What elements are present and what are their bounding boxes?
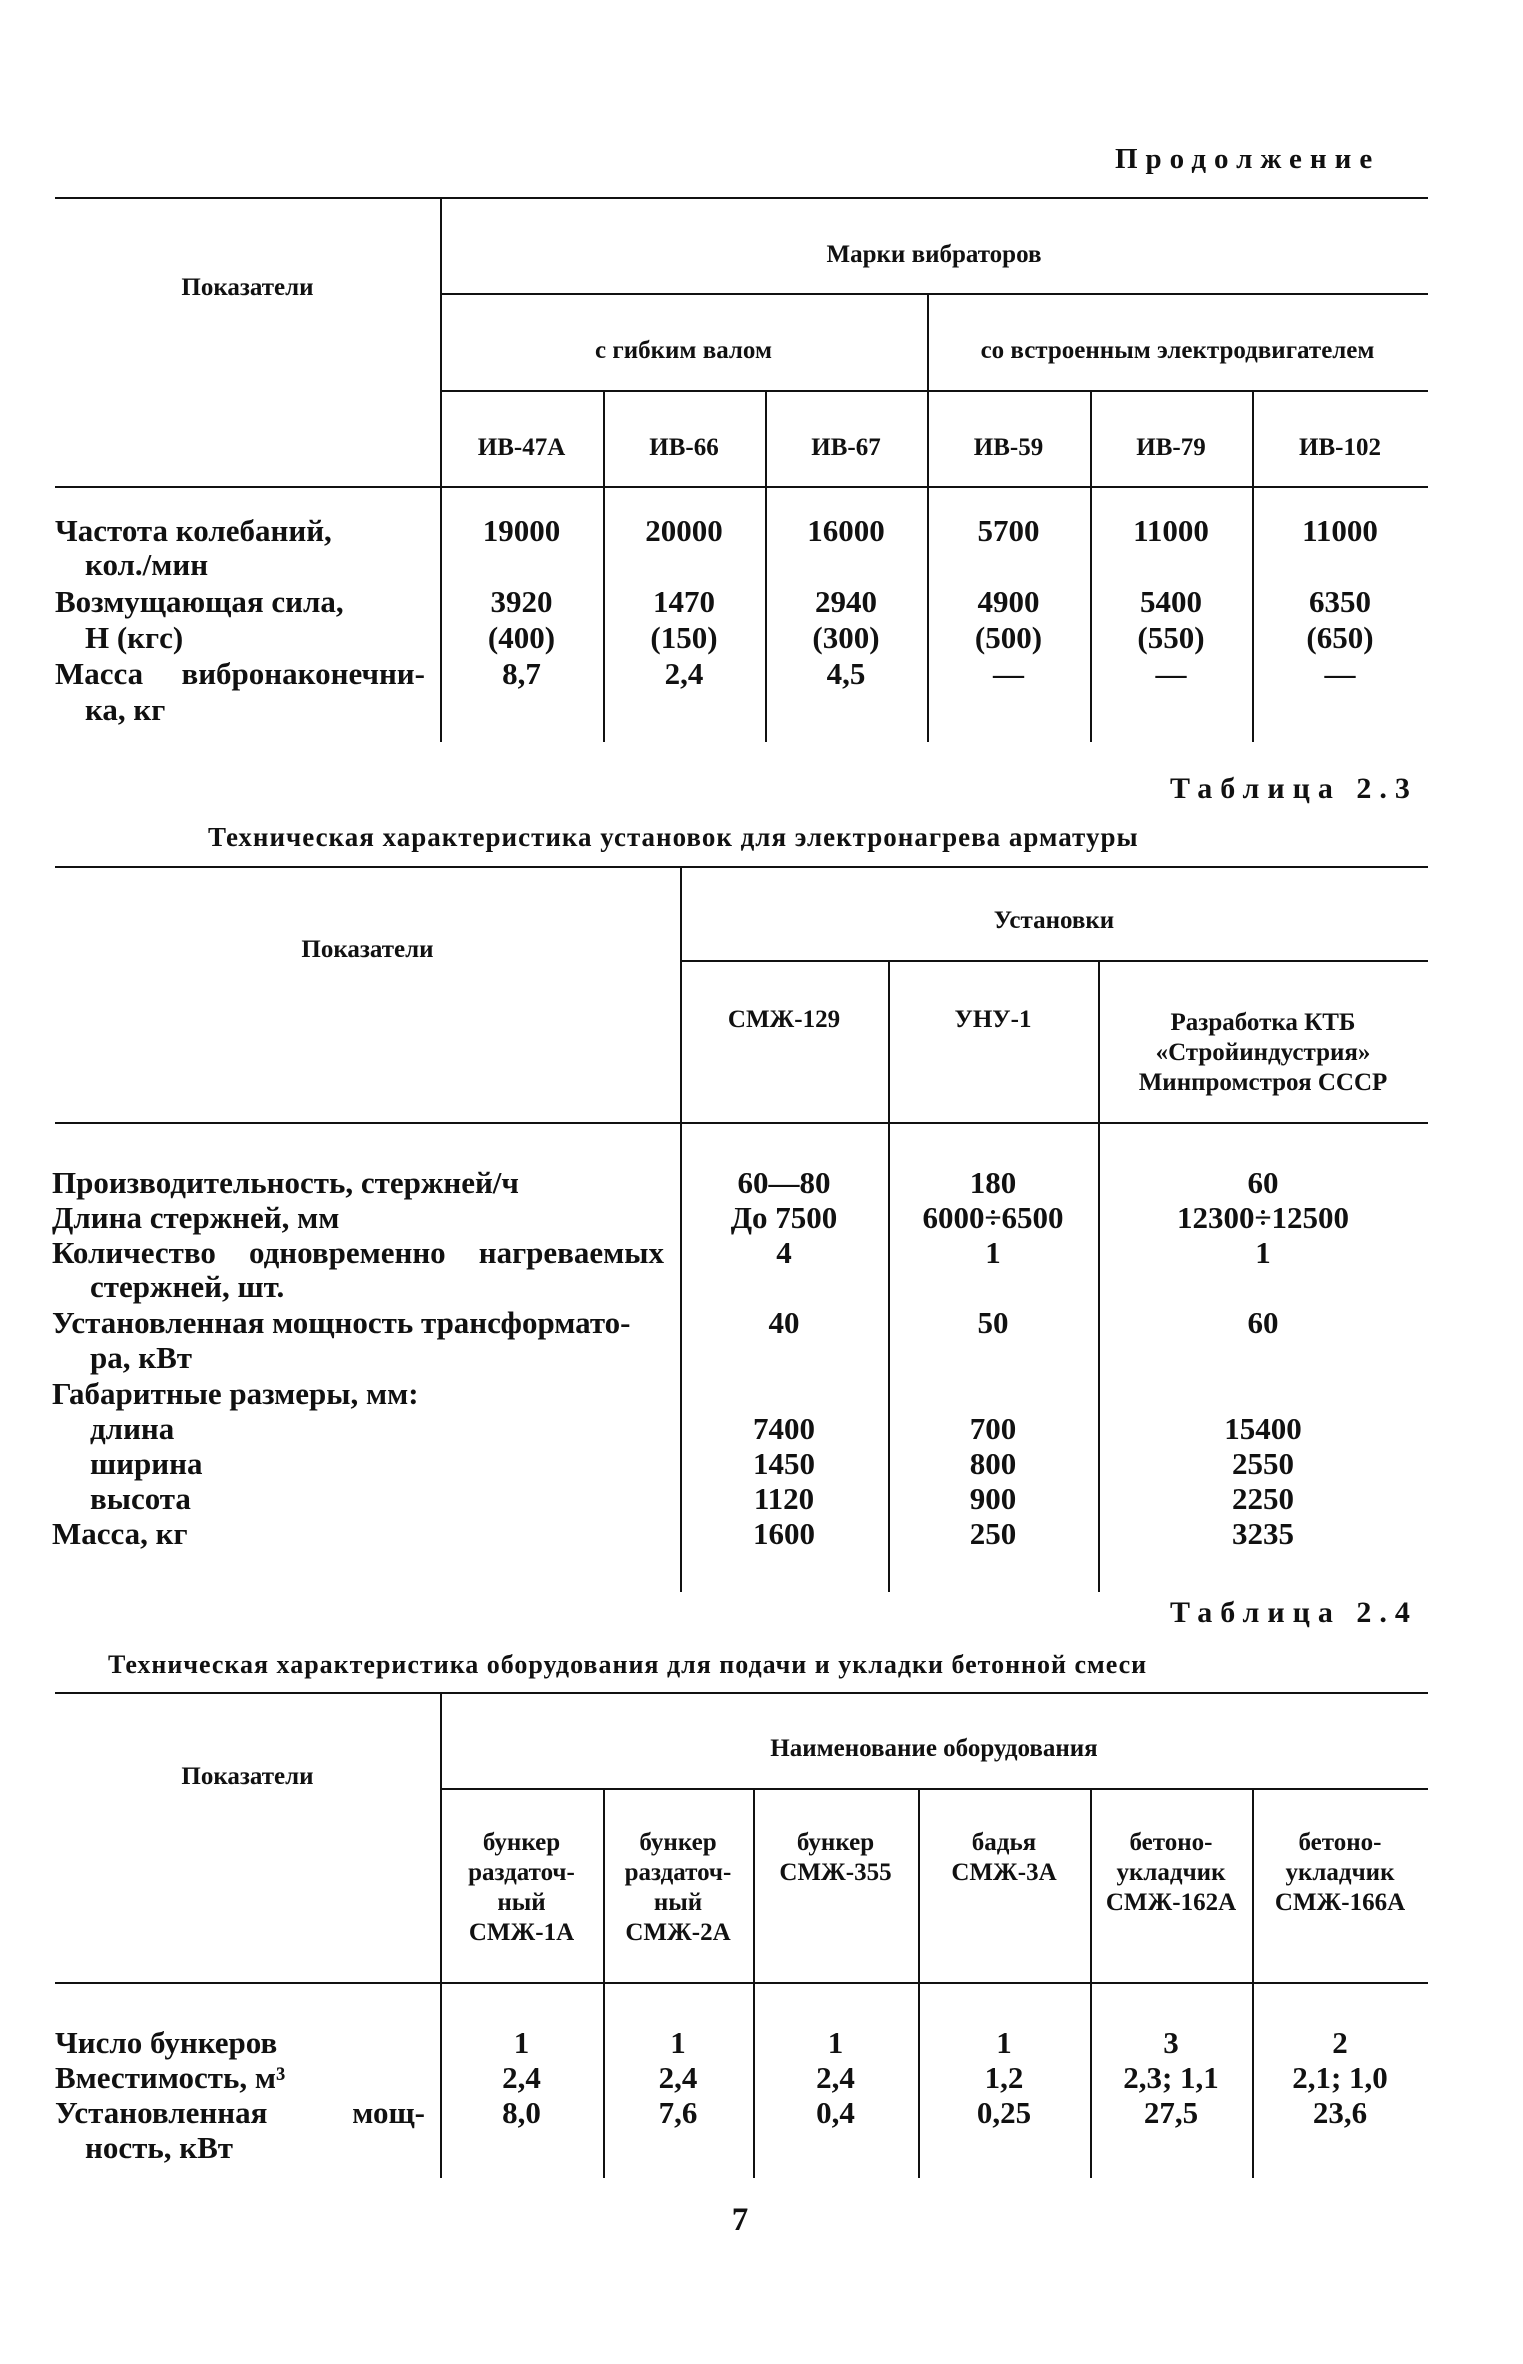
column-header: бетоно- xyxy=(1298,1829,1382,1856)
column-header: СМЖ-166А xyxy=(1274,1889,1406,1916)
column-header: бадья xyxy=(971,1829,1037,1856)
table-cell: (500) xyxy=(974,620,1043,655)
table-rule xyxy=(440,293,1428,295)
column-header: «Стройиндустрия» xyxy=(1155,1039,1371,1066)
table-cell: 2,4 xyxy=(502,2060,541,2095)
group-title: Марки вибраторов xyxy=(826,241,1042,268)
table-cell: 7,6 xyxy=(658,2095,698,2130)
row-label: высота xyxy=(90,1481,191,1516)
table-cell: 60—80 xyxy=(737,1165,831,1200)
table-cell: 11000 xyxy=(1302,513,1378,548)
row-label: Число бункеров xyxy=(55,2025,278,2060)
table-rule xyxy=(440,390,1428,392)
table-cell: (550) xyxy=(1137,620,1205,655)
table-cell: 1 xyxy=(985,1235,1001,1270)
row-label: Вместимость, м³ xyxy=(55,2060,286,2095)
table-cell: — xyxy=(1155,656,1187,691)
column-header: бункер xyxy=(796,1829,875,1856)
row-label: Масса вибронаконечни- xyxy=(55,656,425,691)
table-cell: (650) xyxy=(1306,620,1374,655)
table-cell: 12300÷12500 xyxy=(1176,1200,1349,1235)
table-cell: 5400 xyxy=(1140,584,1202,619)
table-rule xyxy=(55,486,1428,488)
group-title: Наименование оборудования xyxy=(770,1735,1098,1762)
table-cell: 27,5 xyxy=(1143,2095,1199,2130)
table-cell: 5700 xyxy=(977,513,1040,548)
row-label: Частота колебаний, xyxy=(55,513,332,548)
table-title: Техническая характеристика оборудования для подачи и укладки бетонной смеси xyxy=(108,1650,1148,1679)
table-rule xyxy=(55,1692,1428,1694)
table-cell: 6350 xyxy=(1309,584,1371,619)
row-label: Количество одновременно нагреваемых xyxy=(52,1235,664,1270)
table-cell: 11000 xyxy=(1133,513,1209,548)
row-label: ра, кВт xyxy=(90,1340,193,1375)
subgroup-flexible-shaft: с гибким валом xyxy=(595,337,772,364)
table-rule xyxy=(680,960,1428,962)
header-label: Показатели xyxy=(181,274,314,301)
table-cell: 3 xyxy=(1163,2025,1179,2060)
table-cell: 800 xyxy=(969,1446,1017,1481)
subgroup-built-in-motor: со встроенным электродвигателем xyxy=(980,337,1375,364)
table-cell: 1 xyxy=(513,2025,530,2060)
table-cell: 4,5 xyxy=(826,656,866,691)
table-cell: 1 xyxy=(1255,1235,1271,1270)
table-cell: (300) xyxy=(812,620,880,655)
table-rule xyxy=(55,1982,1428,1984)
table-cell: 2,4 xyxy=(664,656,704,691)
table-cell: 900 xyxy=(969,1481,1017,1516)
table-rule xyxy=(55,1122,1428,1124)
table-cell: 23,6 xyxy=(1312,2095,1368,2130)
table-cell: 3920 xyxy=(490,584,553,619)
table-cell: (400) xyxy=(487,620,556,655)
row-label: Масса, кг xyxy=(52,1516,188,1551)
table-cell: 7400 xyxy=(753,1411,815,1446)
column-header: раздаточ- xyxy=(468,1859,575,1886)
table-cell: — xyxy=(993,656,1024,691)
table-cell: — xyxy=(1324,656,1356,691)
model-header: ИВ-102 xyxy=(1299,434,1381,461)
table-cell: 1 xyxy=(996,2025,1012,2060)
column-header: бетоно- xyxy=(1129,1829,1213,1856)
column-header: ный xyxy=(653,1889,703,1916)
table-number: Таблица 2.4 xyxy=(1170,1596,1418,1629)
row-label: Установленная мощ- xyxy=(55,2095,425,2130)
table-cell: 19000 xyxy=(482,513,561,548)
column-header: раздаточ- xyxy=(624,1859,732,1886)
row-label: Длина стержней, мм xyxy=(52,1200,340,1235)
table-cell: 180 xyxy=(969,1165,1017,1200)
table-cell: 2940 xyxy=(815,584,877,619)
group-title: Установки xyxy=(993,907,1115,934)
table-cell: 4 xyxy=(776,1235,792,1270)
table-cell: До 7500 xyxy=(730,1200,838,1235)
row-label: Производительность, стержней/ч xyxy=(52,1165,519,1200)
table-cell: 8,0 xyxy=(502,2095,541,2130)
table-cell: 1,2 xyxy=(984,2060,1024,2095)
table-cell: 1 xyxy=(827,2025,844,2060)
row-label: стержней, шт. xyxy=(90,1269,285,1304)
column-header: УНУ-1 xyxy=(954,1006,1032,1033)
column-header: бункер xyxy=(639,1829,717,1856)
table-cell: 4900 xyxy=(977,584,1040,619)
row-label: Возмущающая сила, xyxy=(55,584,344,619)
table-cell: 1 xyxy=(670,2025,686,2060)
table-cell: 50 xyxy=(977,1305,1009,1340)
model-header: ИВ-47А xyxy=(477,434,566,461)
table-cell: 0,4 xyxy=(816,2095,855,2130)
table-cell: 60 xyxy=(1247,1165,1279,1200)
table-cell: 1600 xyxy=(753,1516,815,1551)
column-header: Минпромстроя СССР xyxy=(1138,1069,1388,1096)
row-label: Габаритные размеры, мм: xyxy=(52,1376,419,1411)
column-header: СМЖ-2А xyxy=(625,1919,731,1946)
table-rule xyxy=(55,866,1428,868)
table-cell: 6000÷6500 xyxy=(922,1200,1064,1235)
column-header: СМЖ-129 xyxy=(727,1006,841,1033)
table-cell: 20000 xyxy=(645,513,723,548)
table-cell: 16000 xyxy=(807,513,885,548)
table-cell: 40 xyxy=(768,1305,800,1340)
continuation-label: Продолжение xyxy=(1115,143,1381,175)
page-number: 7 xyxy=(731,2202,749,2238)
model-header: ИВ-79 xyxy=(1136,434,1206,461)
row-label: кол./мин xyxy=(85,547,209,582)
table-cell: 2 xyxy=(1332,2025,1348,2060)
table-cell: 1120 xyxy=(753,1481,815,1516)
model-header: ИВ-66 xyxy=(649,434,719,461)
row-label: ширина xyxy=(90,1446,203,1481)
column-header: ный xyxy=(497,1889,546,1916)
table-cell: 250 xyxy=(969,1516,1017,1551)
column-header: бункер xyxy=(482,1829,561,1856)
table-rule xyxy=(55,197,1428,199)
table-cell: 0,25 xyxy=(976,2095,1032,2130)
column-header: СМЖ-1А xyxy=(468,1919,575,1946)
row-label: длина xyxy=(90,1411,175,1446)
row-label: Установленная мощность трансформато- xyxy=(52,1305,631,1340)
column-header: СМЖ-162А xyxy=(1105,1889,1237,1916)
table-cell: 2250 xyxy=(1232,1481,1294,1516)
table-cell: 1450 xyxy=(753,1446,815,1481)
table-cell: (150) xyxy=(650,620,718,655)
table-title: Техническая характеристика установок для электронагрева арматуры xyxy=(208,822,1139,852)
row-label: ность, кВт xyxy=(85,2130,234,2165)
table-cell: 15400 xyxy=(1224,1411,1302,1446)
table-cell: 8,7 xyxy=(502,656,541,691)
table-cell: 2550 xyxy=(1232,1446,1294,1481)
column-header: укладчик xyxy=(1116,1859,1226,1886)
column-header: СМЖ-3А xyxy=(951,1859,1057,1886)
header-label: Показатели xyxy=(301,936,434,963)
table-cell: 3235 xyxy=(1232,1516,1294,1551)
table-cell: 60 xyxy=(1247,1305,1279,1340)
table-cell: 2,4 xyxy=(658,2060,698,2095)
row-label: ка, кг xyxy=(85,692,166,727)
header-label: Показатели xyxy=(181,1763,314,1790)
model-header: ИВ-67 xyxy=(811,434,881,461)
table-cell: 700 xyxy=(969,1411,1017,1446)
table-cell: 2,3; 1,1 xyxy=(1123,2060,1219,2095)
table-cell: 1470 xyxy=(653,584,715,619)
table-cell: 2,4 xyxy=(816,2060,855,2095)
table-cell: 2,1; 1,0 xyxy=(1292,2060,1388,2095)
table-rule xyxy=(440,1788,1428,1790)
row-label: Н (кгс) xyxy=(85,620,184,655)
table-number: Таблица 2.3 xyxy=(1170,772,1418,805)
model-header: ИВ-59 xyxy=(973,434,1044,461)
column-header: укладчик xyxy=(1285,1859,1395,1886)
column-header: СМЖ-355 xyxy=(779,1859,892,1886)
column-header: Разработка КТБ xyxy=(1170,1009,1356,1036)
